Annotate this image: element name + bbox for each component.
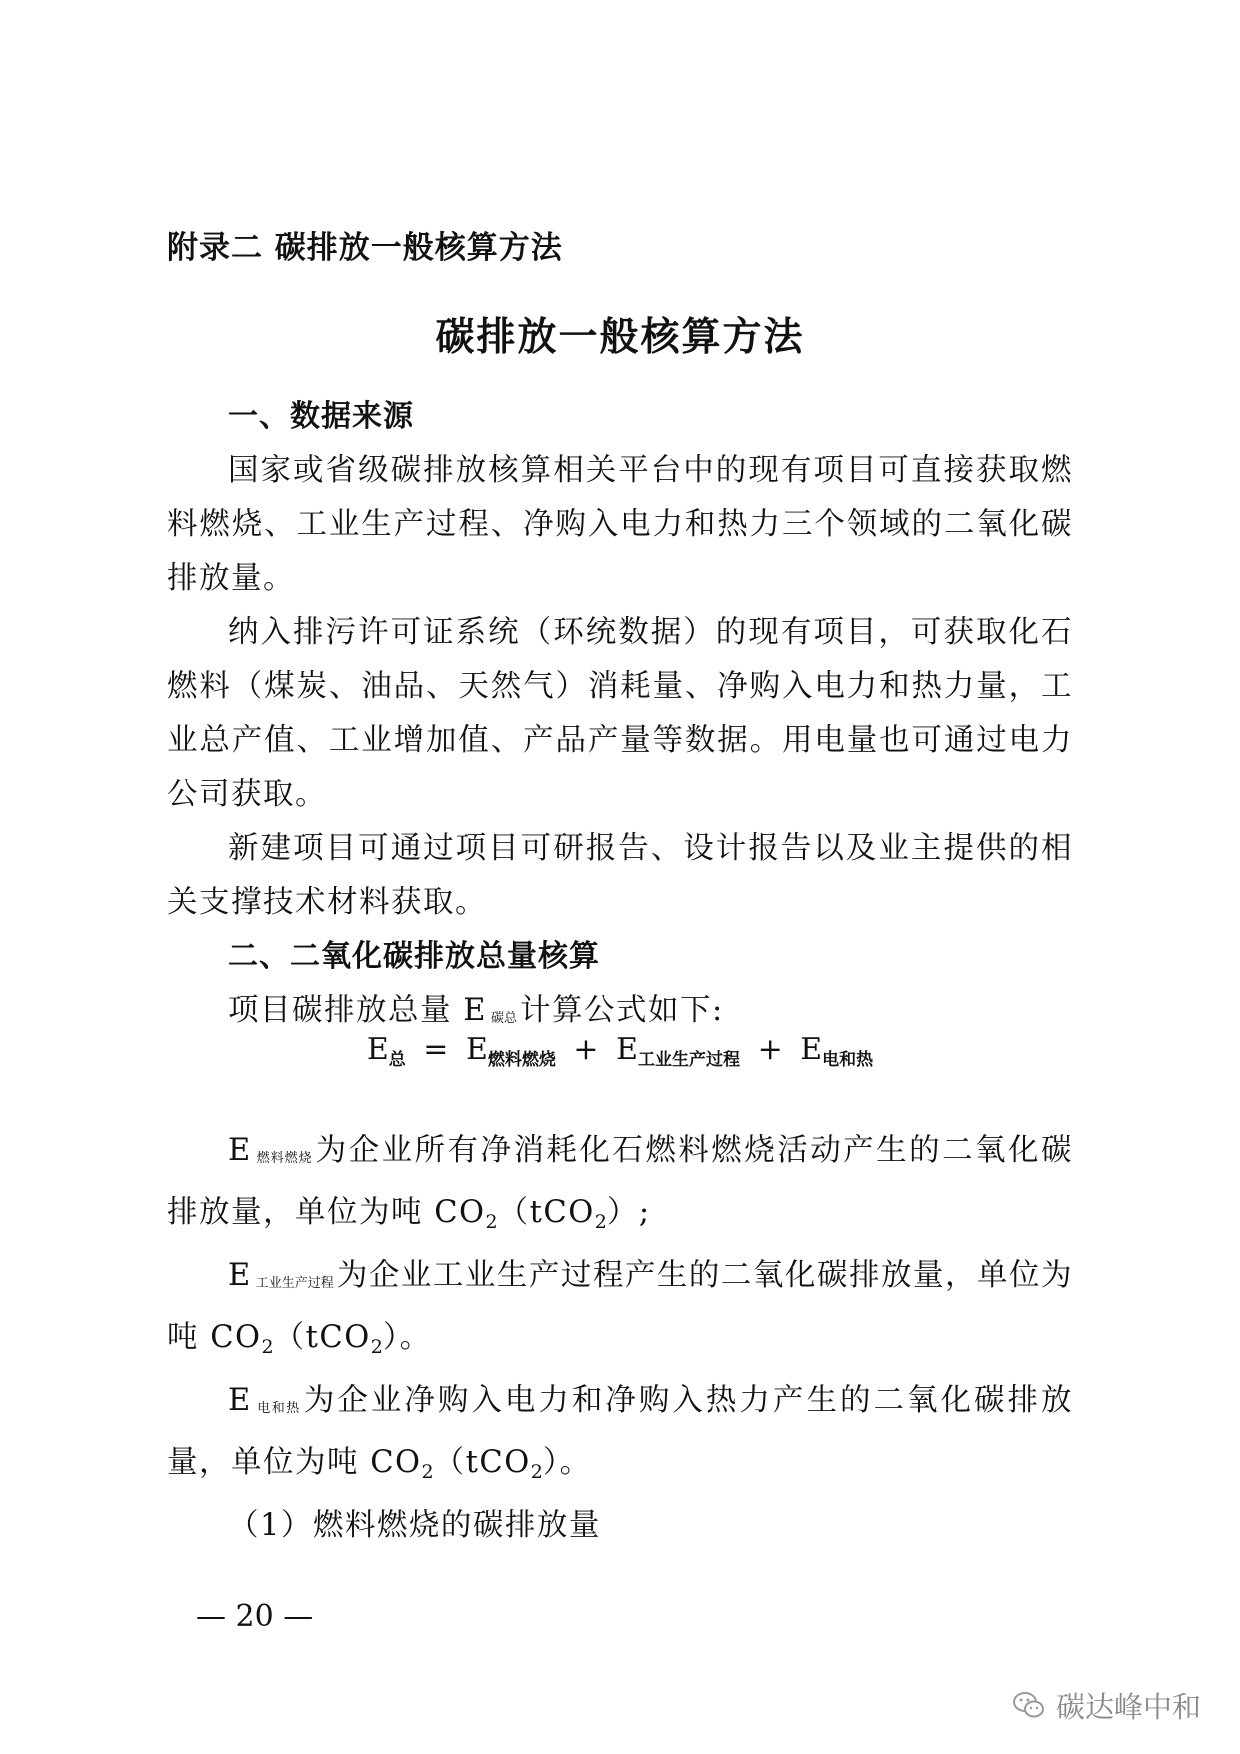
page-number: — 20 — (196, 1599, 314, 1634)
chem-subscript: 2 (370, 1336, 383, 1358)
chem-subscript: 2 (594, 1211, 607, 1233)
chem-subscript: 2 (485, 1211, 498, 1233)
chem-subscript: 2 (530, 1461, 543, 1483)
formula-intro-text: 项目碳排放总量 E (228, 993, 487, 1028)
formula-sub-power: 电和热 (822, 1050, 874, 1070)
formula-plus: + (573, 1032, 599, 1067)
section1-paragraph-1: 国家或省级碳排放核算相关平台中的现有项目可直接获取燃料燃烧、工业生产过程、净购入电力和热力三个领域的二氧化碳排放量。 (167, 453, 1073, 596)
formula-e-power: E (800, 1032, 823, 1067)
definition-process-text: 为企业工业生产过程产生的二氧化碳排放量，单位为吨 CO (167, 1258, 1073, 1355)
section2-heading: 二、二氧化碳排放总量核算 (228, 939, 600, 974)
unit-close: ）。 (542, 1445, 592, 1480)
chem-subscript: 2 (261, 1336, 274, 1358)
item-fuel-combustion: （1）燃料燃烧的碳排放量 (228, 1508, 601, 1543)
formula-e-total: E (366, 1032, 389, 1067)
formula-intro-subscript: 碳总 (490, 1011, 517, 1026)
definition-process-symbol: E (228, 1258, 252, 1293)
definition-process (167, 1249, 1073, 1374)
watermark-text: 碳达峰中和 (1056, 1689, 1202, 1724)
definition-fuel-text: 为企业所有净消耗化石燃料燃烧活动产生的二氧化碳排放量，单位为吨 CO (167, 1133, 1073, 1230)
definition-power-text: 为企业净购入电力和净购入热力产生的二氧化碳排放量，单位为吨 CO (167, 1383, 1073, 1480)
formula-e-process: E (616, 1032, 639, 1067)
section1-heading: 一、数据来源 (228, 399, 414, 434)
definition-power (167, 1374, 1073, 1499)
appendix-title: 附录二 碳排放一般核算方法 (167, 230, 563, 266)
document-title: 碳排放一般核算方法 (435, 314, 805, 360)
unit-close: ）; (606, 1195, 651, 1230)
total-emission-formula (0, 1032, 1240, 1070)
definition-fuel-symbol: E (228, 1133, 252, 1168)
formula-sub-fuel: 燃料燃烧 (487, 1050, 556, 1070)
chem-subscript: 2 (421, 1461, 434, 1483)
formula-sub-total: 总 (388, 1050, 406, 1070)
definition-process-subscript: 工业生产过程 (255, 1276, 334, 1291)
definition-power-subscript: 电和热 (255, 1401, 301, 1416)
formula-sub-process: 工业生产过程 (638, 1050, 741, 1070)
formula-intro-tail: 计算公式如下: (519, 993, 724, 1028)
formula-equals: = (423, 1032, 449, 1067)
definition-power-symbol: E (228, 1383, 252, 1418)
section1-paragraph-2: 纳入排污许可证系统（环统数据）的现有项目，可获取化石燃料（煤炭、油品、天然气）消耗量、净购入电力和热力量，工业总产值、工业增加值、产品产量等数据。用电量也可通过电力公司获取。 (167, 615, 1073, 812)
section1-paragraph-3: 新建项目可通过项目可研报告、设计报告以及业主提供的相关支撑技术材料获取。 (167, 831, 1073, 920)
unit-close: ）。 (382, 1320, 432, 1355)
unit-open: （tCO (273, 1320, 371, 1355)
document-body (167, 390, 1073, 1553)
formula-e-fuel: E (465, 1032, 488, 1067)
watermark (1012, 1685, 1201, 1725)
definition-fuel-subscript: 燃料燃烧 (255, 1151, 313, 1166)
formula-plus: + (757, 1032, 783, 1067)
definition-fuel (167, 1124, 1073, 1249)
unit-open: （tCO (433, 1445, 531, 1480)
unit-open: （tCO (497, 1195, 595, 1230)
wechat-icon (1012, 1690, 1046, 1720)
